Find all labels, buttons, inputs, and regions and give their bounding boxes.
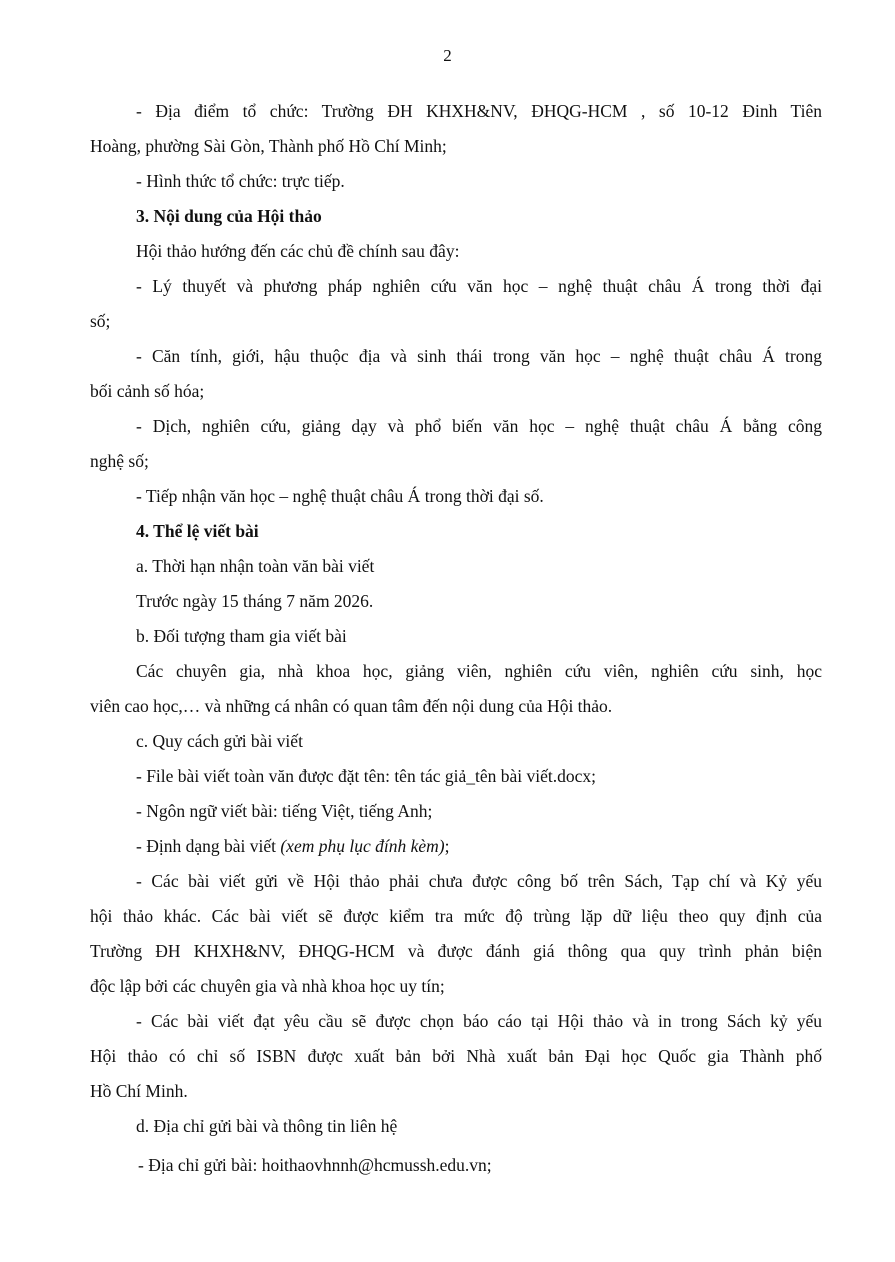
subsection-c: c. Quy cách gửi bài viết (136, 731, 303, 751)
format-rule-note: (xem phụ lục đính kèm) (280, 836, 445, 856)
publication-line-3: Hồ Chí Minh. (90, 1081, 188, 1101)
originality-line-4: độc lập bởi các chuyên gia và nhà khoa học uy tín; (90, 976, 445, 996)
venue-line-1: - Địa điểm tổ chức: Trường ĐH KHXH&NV, ĐHQG-HCM , số 10-12 Đinh Tiên (136, 101, 822, 121)
topic-2-line-2: bối cảnh số hóa; (90, 381, 205, 401)
file-naming-rule: - File bài viết toàn văn được đặt tên: tên tác giả_tên bài viết.docx; (136, 766, 596, 786)
subsection-b: b. Đối tượng tham gia viết bài (136, 626, 347, 646)
topics-intro: Hội thảo hướng đến các chủ đề chính sau đây: (136, 241, 460, 261)
submission-email: - Địa chỉ gửi bài: hoithaovhnnh@hcmussh.edu.vn; (138, 1155, 492, 1175)
format-rule (136, 834, 822, 858)
format-rule-label: - Định dạng bài viết (136, 836, 281, 856)
format-rule-tail: ; (444, 836, 450, 856)
page-number: 2 (443, 46, 452, 65)
format-line: - Hình thức tổ chức: trực tiếp. (136, 171, 345, 191)
subsection-a: a. Thời hạn nhận toàn văn bài viết (136, 556, 375, 576)
topic-4: - Tiếp nhận văn học – nghệ thuật châu Á trong thời đại số. (136, 486, 544, 506)
topic-3-line-2: nghệ số; (90, 451, 149, 471)
deadline-text: Trước ngày 15 tháng 7 năm 2026. (136, 591, 374, 611)
topic-1-line-1: - Lý thuyết và phương pháp nghiên cứu văn học – nghệ thuật châu Á trong thời đại (136, 276, 822, 296)
section-heading-4: 4. Thể lệ viết bài (136, 521, 259, 541)
section-heading-3: 3. Nội dung của Hội thảo (136, 206, 322, 226)
participants-line-2: viên cao học,… và những cá nhân có quan tâm đến nội dung của Hội thảo. (90, 696, 613, 716)
topic-2-line-1: - Căn tính, giới, hậu thuộc địa và sinh thái trong văn học – nghệ thuật châu Á trong (136, 346, 822, 366)
topic-3-line-1: - Dịch, nghiên cứu, giảng dạy và phổ biến văn học – nghệ thuật châu Á bằng công (136, 416, 822, 436)
subsection-d: d. Địa chỉ gửi bài và thông tin liên hệ (136, 1116, 398, 1136)
publication-line-2: Hội thảo có chỉ số ISBN được xuất bản bởi Nhà xuất bản Đại học Quốc gia Thành phố (90, 1046, 822, 1066)
originality-line-1: - Các bài viết gửi về Hội thảo phải chưa được công bố trên Sách, Tạp chí và Kỷ yếu (136, 871, 822, 891)
originality-line-3: Trường ĐH KHXH&NV, ĐHQG-HCM và được đánh giá thông qua quy trình phản biện (90, 941, 822, 961)
topic-1-line-2: số; (90, 311, 111, 331)
publication-line-1: - Các bài viết đạt yêu cầu sẽ được chọn báo cáo tại Hội thảo và in trong Sách kỷ yếu (136, 1011, 822, 1031)
participants-line-1: Các chuyên gia, nhà khoa học, giảng viên, nghiên cứu viên, nghiên cứu sinh, học (136, 661, 822, 681)
venue-line-2: Hoàng, phường Sài Gòn, Thành phố Hồ Chí Minh; (90, 136, 447, 156)
originality-line-2: hội thảo khác. Các bài viết sẽ được kiểm tra mức độ trùng lặp dữ liệu theo quy định của (90, 906, 822, 926)
language-rule: - Ngôn ngữ viết bài: tiếng Việt, tiếng Anh; (136, 801, 433, 821)
